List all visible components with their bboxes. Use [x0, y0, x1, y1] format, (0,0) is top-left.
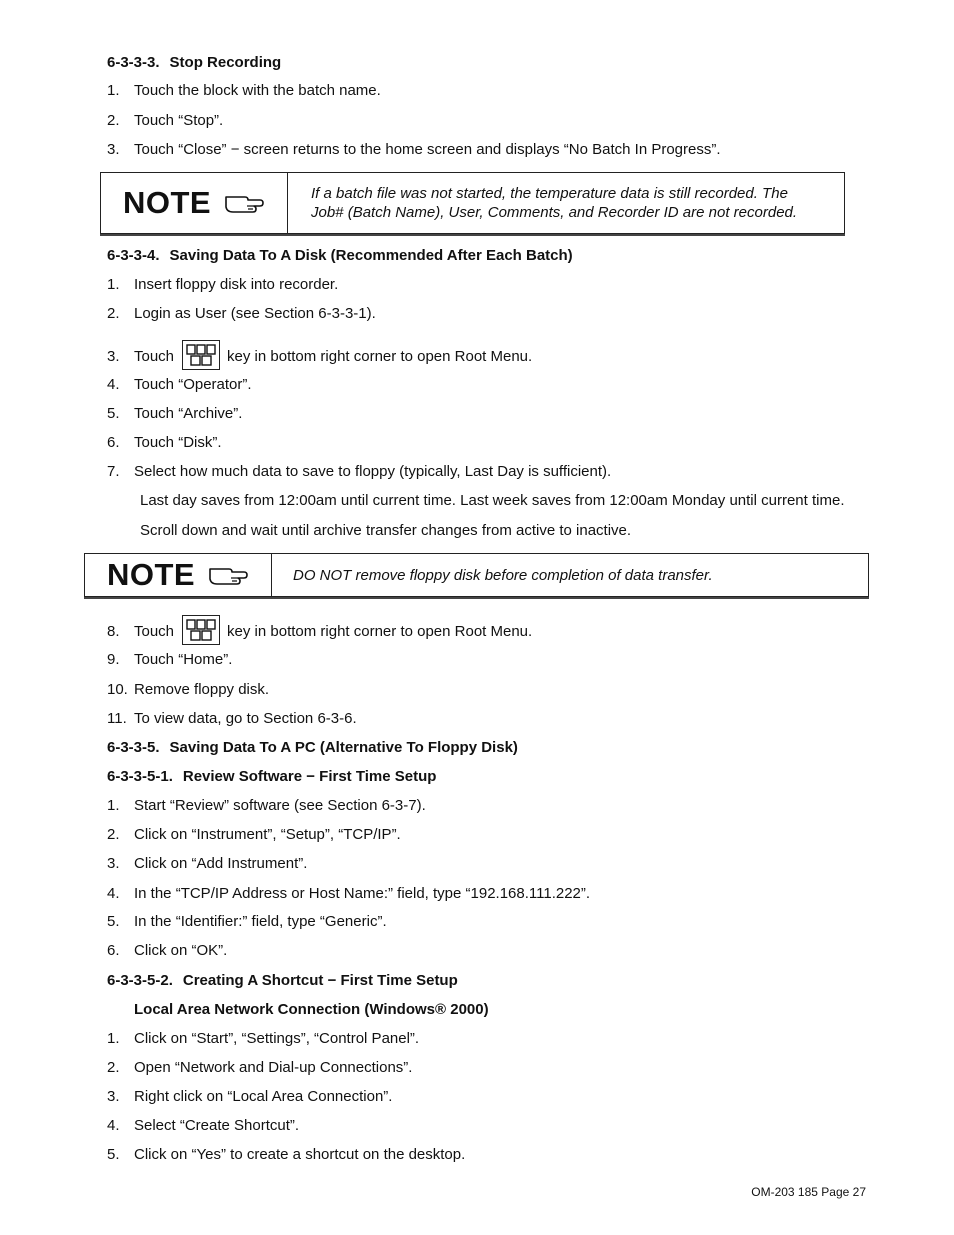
subheading: Local Area Network Connection (Windows® 2000) — [134, 1001, 489, 1018]
list-item: 11. To view data, go to Section 6-3-6. — [107, 710, 357, 727]
section-title: Saving Data To A Disk (Recommended After Each Batch) — [169, 247, 573, 264]
section-number: 6-3-3-5. — [107, 739, 160, 756]
section-title: Review Software − First Time Setup — [182, 768, 437, 785]
section-number: 6-3-3-4. — [107, 247, 160, 264]
list-item: 9. Touch “Home”. — [107, 651, 233, 668]
list-item: 6. Touch “Disk”. — [107, 434, 222, 451]
list-item: 5. Click on “Yes” to create a shortcut on the desktop. — [107, 1146, 466, 1163]
list-item: 3. Click on “Add Instrument”. — [107, 855, 308, 872]
list-item: 2. Click on “Instrument”, “Setup”, “TCP/IP”. — [107, 826, 401, 843]
list-item: 6. Click on “OK”. — [107, 942, 228, 959]
section-number: 6-3-3-5-1. — [107, 768, 173, 785]
section-number: 6-3-3-5-2. — [107, 972, 173, 989]
list-item: 3. Touch “Close” − screen returns to the home screen and displays “No Batch In Progress”. — [107, 141, 721, 158]
section-heading-6-3-3-3 — [107, 54, 281, 71]
note-label: NOTE — [85, 554, 272, 596]
section-title: Creating A Shortcut − First Time Setup — [182, 972, 458, 989]
section-heading-6-3-3-5-2 — [107, 972, 458, 989]
paragraph: Scroll down and wait until archive transfer changes from active to inactive. — [140, 522, 632, 539]
pointing-hand-icon — [223, 190, 265, 216]
list-item: 3. Right click on “Local Area Connection”. — [107, 1088, 393, 1105]
page-footer: OM-203 185 Page 27 — [751, 1185, 866, 1199]
note-text: If a batch file was not started, the temperature data is still recorded. The Job# (Batch Name), User, Comments, and Recorder ID are not recorded. — [311, 185, 798, 221]
list-item: 10. Remove floppy disk. — [107, 681, 270, 698]
menu-key-icon — [182, 615, 220, 645]
list-item: 2. Open “Network and Dial-up Connections”. — [107, 1059, 413, 1076]
list-item: 5. In the “Identifier:” field, type “Generic”. — [107, 913, 387, 930]
section-title: Saving Data To A PC (Alternative To Floppy Disk) — [169, 739, 518, 756]
section-title: Stop Recording — [169, 54, 282, 71]
pointing-hand-icon — [207, 562, 249, 588]
note-box — [84, 553, 869, 597]
section-heading-6-3-3-5 — [107, 739, 518, 756]
list-item: 1. Touch the block with the batch name. — [107, 82, 381, 99]
list-item: 7. Select how much data to save to floppy (typically, Last Day is sufficient). — [107, 463, 612, 480]
paragraph: Last day saves from 12:00am until current time. Last week saves from 12:00am Monday until current time. — [140, 492, 845, 509]
section-number: 6-3-3-3. — [107, 54, 160, 71]
section-heading-6-3-3-4 — [107, 247, 573, 264]
list-item: 1. Start “Review” software (see Section 6-3-7). — [107, 797, 426, 814]
list-item: 4. Touch “Operator”. — [107, 376, 252, 393]
note-text: DO NOT remove floppy disk before completion of data transfer. — [293, 566, 713, 584]
list-item: 4. In the “TCP/IP Address or Host Name:” field, type “192.168.111.222”. — [107, 885, 591, 902]
list-item: 2. Login as User (see Section 6-3-3-1). — [107, 305, 376, 322]
list-item: 2. Touch “Stop”. — [107, 112, 224, 129]
list-item: 4. Select “Create Shortcut”. — [107, 1117, 300, 1134]
list-item: 1. Click on “Start”, “Settings”, “Control Panel”. — [107, 1030, 420, 1047]
list-item: 1. Insert floppy disk into recorder. — [107, 276, 339, 293]
menu-key-icon — [182, 340, 220, 370]
list-item: 5. Touch “Archive”. — [107, 405, 243, 422]
list-item: 8. Touch key in bottom right corner to open Root Menu. — [107, 617, 532, 647]
note-box — [100, 172, 845, 234]
note-label: NOTE — [101, 173, 288, 233]
section-heading-6-3-3-5-1 — [107, 768, 436, 785]
list-item: 3. Touch key in bottom right corner to open Root Menu. — [107, 342, 532, 372]
